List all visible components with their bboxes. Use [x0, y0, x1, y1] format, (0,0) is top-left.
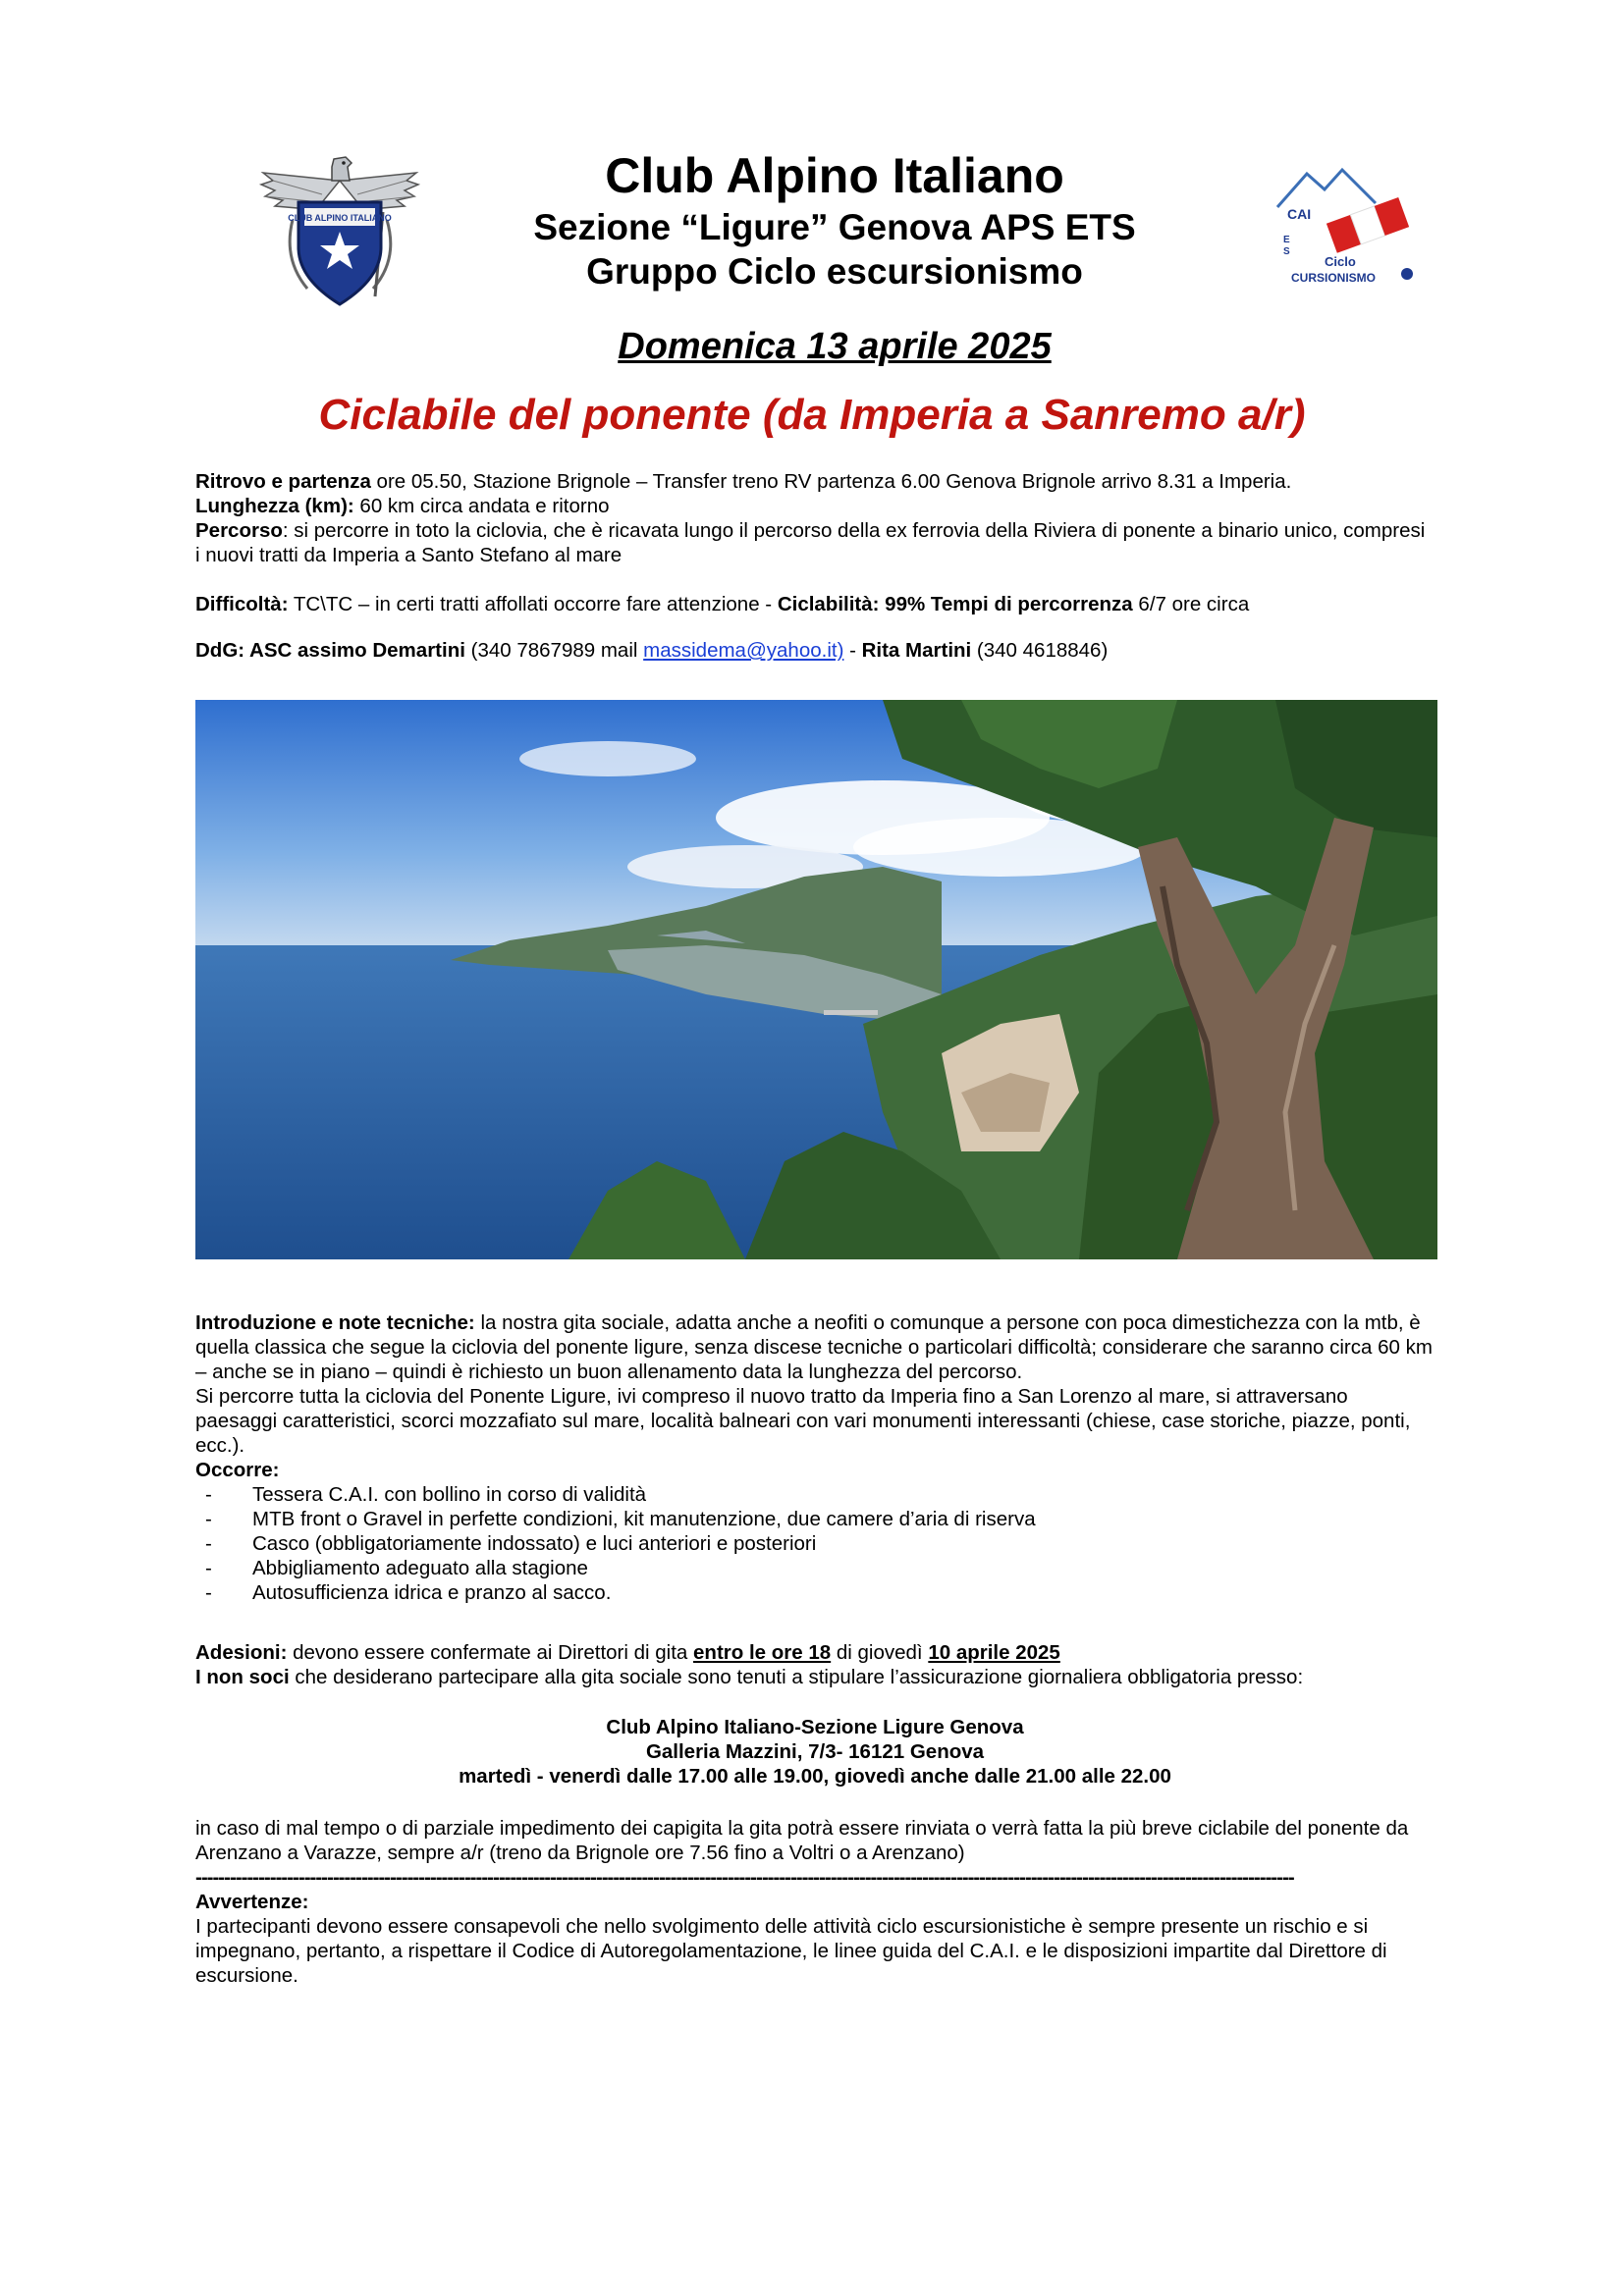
- tempi-text: 6/7 ore circa: [1132, 593, 1250, 615]
- ddg-line: [195, 638, 1435, 663]
- maltempo-text: in caso di mal tempo o di parziale impedimento dei capigita la gita potrà essere rinviata o verrà fatta la più breve ciclabile del ponente da Arenzano a Varazze, sempre a/r (treno da Brignole ore 7.56 fino a Voltri o a Arenzano): [195, 1817, 1409, 1864]
- svg-text:E: E: [1283, 235, 1290, 245]
- adesioni-label: Adesioni:: [195, 1641, 288, 1664]
- lunghezza-label: Lunghezza (km):: [195, 495, 354, 517]
- separator-dashes: ------------------------------------------------------------------------------------------------------------------------------------------------------------------------------------------------: [195, 1866, 1294, 1889]
- difficolta-label: Difficoltà:: [195, 593, 289, 615]
- maltempo-block: [195, 1816, 1435, 1988]
- list-item: - Abbigliamento adeguato alla stagione: [195, 1556, 1435, 1580]
- address-block: [195, 1715, 1435, 1789]
- nonsoci-text: che desiderano partecipare alla gita sociale sono tenuti a stipulare l’assicurazione giornaliera obbligatoria presso:: [289, 1666, 1304, 1688]
- ddg-label: DdG: ASC assimo Demartini: [195, 639, 465, 662]
- difficolta-line: [195, 592, 1435, 616]
- intro-paragraph: [195, 1310, 1435, 1384]
- requirements-list: [195, 1482, 1435, 1605]
- address-line-2: Galleria Mazzini, 7/3- 16121 Genova: [645, 1740, 985, 1763]
- nonsoci-label: I non soci: [195, 1666, 290, 1688]
- info-block: [195, 469, 1435, 567]
- difficolta-text: TC\TC – in certi tratti affollati occorre fare attenzione -: [288, 593, 778, 615]
- address-line-1: Club Alpino Italiano-Sezione Ligure Genova: [606, 1716, 1024, 1738]
- coastline-photo: [195, 700, 1437, 1259]
- ritrovo-label: Ritrovo e partenza: [195, 470, 371, 493]
- ciclabilita-label: Ciclabilità: 99% Tempi di percorrenza: [777, 593, 1133, 615]
- ritrovo-text: ore 05.50, Stazione Brignole – Transfer treno RV partenza 6.00 Genova Brignole arrivo 8.31 a Imperia.: [370, 470, 1292, 493]
- ritrovo-line: [195, 469, 1435, 494]
- list-item: - MTB front o Gravel in perfette condizioni, kit manutenzione, due camere d’aria di riserva: [195, 1507, 1435, 1531]
- adesioni-text2: di giovedì: [831, 1641, 929, 1664]
- email-link[interactable]: massidema@yahoo.it): [643, 639, 844, 662]
- org-name: Club Alpino Italiano: [605, 148, 1064, 203]
- adesioni-block: [195, 1640, 1435, 1689]
- list-item: - Autosufficienza idrica e pranzo al sacco.: [195, 1580, 1435, 1605]
- avvertenze-label: Avvertenze:: [195, 1891, 309, 1913]
- group-name: Gruppo Ciclo escursionismo: [586, 251, 1083, 292]
- intro-label: Introduzione e note tecniche:: [195, 1311, 475, 1334]
- address-line-3: martedì - venerdì dalle 17.00 alle 19.00, giovedì anche dalle 21.00 alle 22.00: [459, 1765, 1171, 1788]
- adesioni-date: 10 aprile 2025: [928, 1641, 1060, 1664]
- nonsoci-line: [195, 1665, 1435, 1689]
- intro-block: [195, 1310, 1435, 1605]
- list-item: - Casco (obbligatoriamente indossato) e luci anteriori e posteriori: [195, 1531, 1435, 1556]
- section-name: Sezione “Ligure” Genova APS ETS: [533, 207, 1136, 247]
- event-title: Ciclabile del ponente (da Imperia a Sanremo a/r): [318, 391, 1306, 439]
- cai-cicloescursionismo-logo: [1273, 160, 1423, 292]
- adesioni-text1: devono essere confermate ai Direttori di gita: [287, 1641, 694, 1664]
- intro-text: la nostra gita sociale, adatta anche a neofiti o comunque a persone con poca dimestichezza con la mtb, è quella classica che segue la ciclovia del ponente ligure, senza discese tecniche o particolari difficoltà; considerare che saranno circa 60 km – anche se in piano – quindi è richiesto un buon allenamento data la lunghezza del percorso.: [195, 1311, 1433, 1383]
- lunghezza-text: 60 km circa andata e ritorno: [353, 495, 610, 517]
- svg-text:S: S: [1283, 246, 1290, 257]
- adesioni-deadline: entro le ore 18: [693, 1641, 832, 1664]
- ddg-text2: -: [843, 639, 862, 662]
- svg-text:Ciclo: Ciclo: [1325, 254, 1356, 269]
- percorso-text: : si percorre in toto la ciclovia, che è ricavata lungo il percorso della ex ferrovia della Riviera di ponente a binario unico, compresi i nuovi tratti da Imperia a Santo Stefano al mare: [195, 519, 1426, 566]
- list-item: - Tessera C.A.I. con bollino in corso di validità: [195, 1482, 1435, 1507]
- ddg-text3: (340 4618846): [971, 639, 1109, 662]
- svg-text:CLUB ALPINO ITALIANO: CLUB ALPINO ITALIANO: [288, 213, 392, 223]
- svg-text:CAI: CAI: [1287, 206, 1312, 222]
- ddg-name2: Rita Martini: [861, 639, 972, 662]
- avvertenze-text: I partecipanti devono essere consapevoli che nello svolgimento delle attività ciclo escursionistiche è sempre presente un rischio e si impegnano, pertanto, a rispettare il Codice di Autoregolamentazione, le linee guida del C.A.I. e le disposizioni impartite dal Direttore di escursione.: [195, 1915, 1387, 1987]
- percorso-label: Percorso: [195, 519, 283, 542]
- occorre-label: Occorre:: [195, 1459, 280, 1481]
- intro-paragraph-2: Si percorre tutta la ciclovia del Ponente Ligure, ivi compreso il nuovo tratto da Imperia fino a San Lorenzo al mare, si attraversano paesaggi caratteristici, scorci mozzafiato sul mare, località balneari con vari monumenti interessanti (chiese, case storiche, piazze, ponti, ecc.).: [195, 1385, 1411, 1457]
- event-date: Domenica 13 aprile 2025: [618, 326, 1052, 367]
- adesioni-line: [195, 1640, 1435, 1665]
- percorso-line: [195, 518, 1435, 567]
- lunghezza-line: [195, 494, 1435, 518]
- svg-text:CURSIONISMO: CURSIONISMO: [1291, 271, 1377, 285]
- ddg-text1: (340 7867989 mail: [464, 639, 644, 662]
